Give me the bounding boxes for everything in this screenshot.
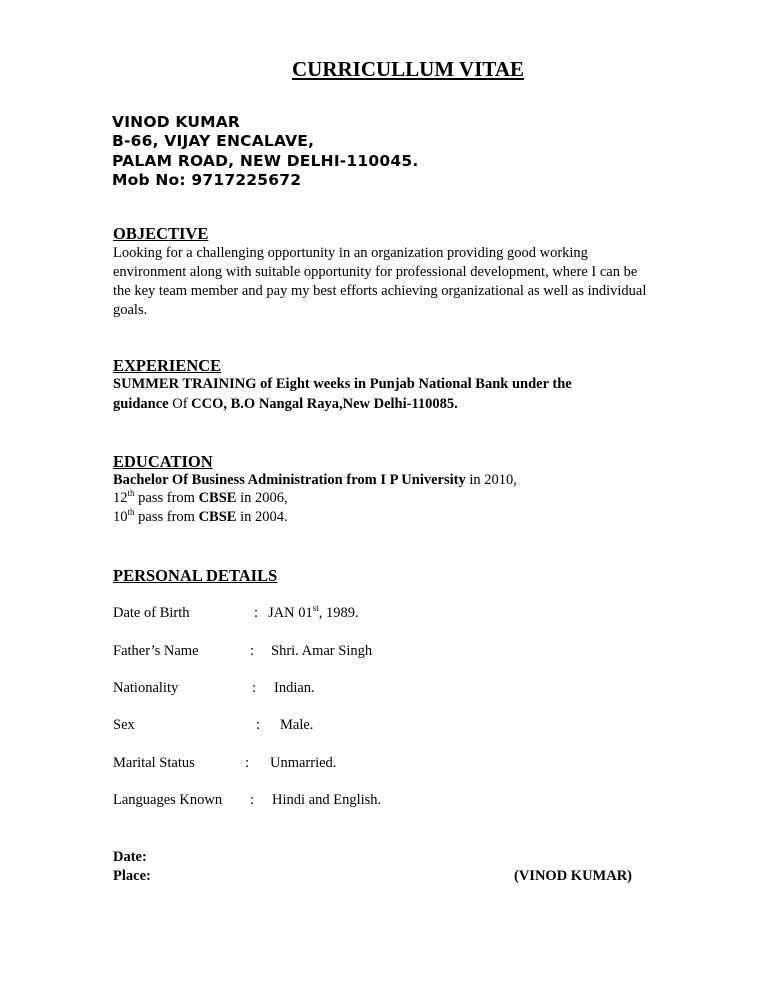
education-degree-year: in 2010, [465, 472, 517, 488]
objective-heading: OBJECTIVE [113, 224, 209, 243]
experience-of: Of [168, 396, 192, 412]
sex-colon: : [256, 717, 261, 733]
signature-name: (VINOD KUMAR) [514, 868, 632, 884]
tenth-sup: th [127, 507, 135, 517]
dob-label: Date of Birth [113, 605, 190, 621]
education-heading: EDUCATION [113, 452, 213, 471]
languages-value: Hindi and English. [272, 792, 382, 808]
dob-colon: : [254, 605, 259, 621]
place-label: Place: [113, 868, 151, 884]
twelfth-pass: pass from [134, 490, 199, 506]
applicant-name: VINOD KUMAR [112, 113, 241, 131]
dob-value [268, 605, 359, 622]
nationality-value: Indian. [274, 680, 315, 696]
tenth-num: 10 [113, 509, 128, 525]
date-label: Date: [113, 849, 147, 865]
twelfth-board: CBSE [198, 490, 237, 506]
marital-value: Unmarried. [270, 755, 337, 771]
dob-value-post: , 1989. [318, 605, 359, 621]
objective-text: Looking for a challenging opportunity in an organization providing good working environment along with suitable opportunity for professional development, where I can be the key team member and pay my best efforts achieving organizational as well as individual goals. [113, 245, 647, 318]
sex-label: Sex [113, 717, 135, 733]
nationality-label: Nationality [113, 680, 179, 696]
mobile-number: Mob No: 9717225672 [112, 171, 302, 189]
education-degree: Bachelor Of Business Administration from I P University [113, 472, 466, 488]
education-tenth-line [113, 509, 288, 526]
personal-details-heading: PERSONAL DETAILS [113, 566, 278, 585]
father-value: Shri. Amar Singh [271, 643, 373, 659]
tenth-pass: pass from [134, 509, 199, 525]
dob-value-pre: JAN 01 [268, 605, 313, 621]
languages-label: Languages Known [113, 792, 223, 808]
address-line-1: B-66, VIJAY ENCALAVE, [112, 132, 315, 150]
dob-value-sup: st [312, 603, 319, 613]
address-line-2: PALAM ROAD, NEW DELHI-110045. [112, 152, 419, 170]
father-colon: : [250, 643, 255, 659]
experience-line-1: SUMMER TRAINING of Eight weeks in Punjab National Bank under the [113, 376, 572, 392]
tenth-year: in 2004. [236, 509, 288, 525]
nationality-colon: : [252, 680, 257, 696]
document-title: CURRICULLUM VITAE [292, 57, 524, 81]
twelfth-num: 12 [113, 490, 128, 506]
twelfth-sup: th [127, 488, 135, 498]
education-degree-line [113, 472, 517, 489]
sex-value: Male. [280, 717, 314, 733]
tenth-board: CBSE [198, 509, 237, 525]
experience-heading: EXPERIENCE [113, 356, 222, 375]
father-label: Father’s Name [113, 643, 199, 659]
marital-colon: : [245, 755, 250, 771]
languages-colon: : [250, 792, 255, 808]
marital-label: Marital Status [113, 755, 195, 771]
education-twelfth-line [113, 490, 288, 507]
experience-guidance: guidance [113, 396, 169, 412]
experience-branch: CCO, B.O Nangal Raya,New Delhi-110085. [191, 396, 458, 412]
twelfth-year: in 2006, [236, 490, 288, 506]
experience-line-2 [113, 396, 458, 413]
